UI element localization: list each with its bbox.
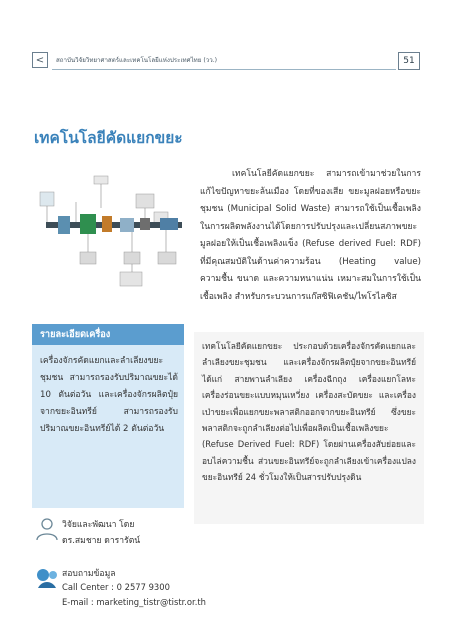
contact-phone: Call Center : 0 2577 9300	[62, 582, 170, 592]
chevron-left-icon: <	[35, 54, 45, 66]
researcher-icon	[34, 516, 60, 542]
info-box	[194, 332, 424, 524]
contact-email[interactable]: E-mail : marketing_tistr@tistr.or.th	[62, 597, 206, 607]
sorting-process-diagram	[36, 172, 190, 292]
details-box	[32, 345, 184, 508]
org-name: สถาบันวิจัยวิทยาศาสตร์และเทคโนโลยีแห่งประเทศไทย (วว.)	[56, 57, 218, 64]
page-title: เทคโนโลยีคัดแยกขยะ	[34, 129, 183, 147]
details-heading: รายละเอียดเครื่อง	[32, 324, 184, 345]
research-by-label: วิจัยและพัฒนา โดย	[62, 520, 135, 530]
researcher-name: ดร.สมชาย ดารารัตน์	[62, 536, 141, 546]
info-text: เทคโนโลยีคัดแยกขยะ ประกอบด้วยเครื่องจักรคัดแยกและลำเลียงขยะชุมชน และเครื่องจักรผลิตปุ๋ยจากขยะอินทรีย์ ได้แก่ สายพานลำเลียง เครื่องฉีกถุง เครื่องแยกโลหะ เครื่องร่อนขยะแบบหมุนเหวี่ยง เครื่องสะบัดขยะ และเครื่องเป่าขยะเพื่อแยกขยะพลาสติกออกจากขยะอินทรีย์ ซึ่งขยะพลาสติกจะถูกลำเลียงต่อไปเพื่อผลิตเป็นเชื้อเพลิงขยะ (Refuse Derived Fuel: RDF) โดยผ่านเครื่องสับย่อยและอบไล่ความชื้น ส่วนขยะอินทรีย์จะถูกลำเลียงเข้าเครื่องแปลงขยะอินทรีย์ 24 ชั่วโมงให้เป็นสารปรับปรุงดิน	[202, 341, 416, 483]
phone-contact-icon	[34, 566, 60, 594]
details-text: เครื่องจักรคัดแยกและลำเลียงขยะชุมชน สามารถรองรับปริมาณขยะได้ 10 ตันต่อวัน และเครื่องจักรผลิตปุ๋ยจากขยะอินทรีย์ สามารถรองรับปริมาณขยะอินทรีย์ได้ 2 ตันต่อวัน	[40, 356, 178, 434]
header-divider	[52, 69, 396, 70]
intro-paragraph: เทคโนโลยีคัดแยกขยะ สามารถเข้ามาช่วยในการแก้ไขปัญหาขยะล้นเมือง โดยที่ของเสีย ขยะมูลฝอยหรือขยะชุมชน (Municipal Solid Waste) สามารถใช้เป็นเชื้อเพลิงในการผลิตพลังงานได้โดยการปรับปรุงและเปลี่ยนสภาพขยะมูลฝอยให้เป็นเชื้อเพลิงแข็ง (Refuse derived Fuel: RDF) ที่มีคุณสมบัติในด้านค่าความร้อน (Heating value) ความชื้น ขนาด และความหนาแน่น เหมาะสมในการใช้เป็นเชื้อเพลิง สำหรับกระบวนการแก๊สซิฟิเคชัน/ไพโรไลซิส	[200, 169, 421, 302]
page-number: 51	[398, 52, 420, 70]
contact-title: สอบถามข้อมูล	[62, 569, 116, 579]
back-button[interactable]	[32, 52, 48, 68]
